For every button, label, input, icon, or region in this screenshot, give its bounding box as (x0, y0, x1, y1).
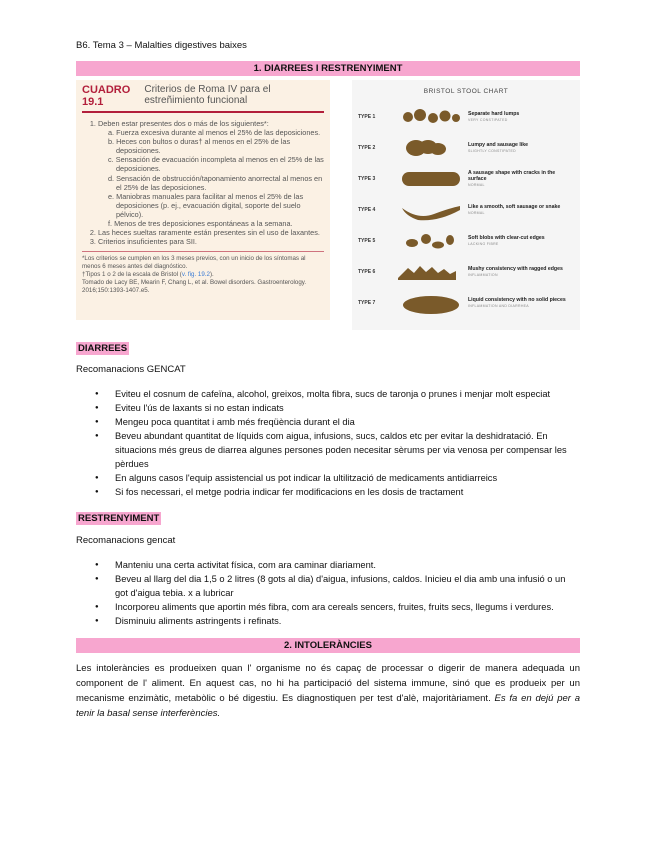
bristol-category: VERY CONSTIPATED (468, 117, 508, 122)
bristol-description: Lumpy and sausage like SLIGHTLY CONSTIPATED (468, 142, 574, 154)
restrenyiment-label: RESTRENYIMENT (78, 513, 160, 524)
restrenyiment-list (76, 558, 580, 628)
bristol-row (358, 194, 574, 225)
page-header: B6. Tema 3 – Malalties digestives baixes (76, 40, 247, 51)
diarrees-subhead: Recomanacions GENCAT (76, 364, 186, 375)
bristol-category: INFLAMMATION (468, 272, 498, 277)
stool-shape-icon (398, 134, 468, 162)
diarrees-label: DIARREES (78, 343, 128, 354)
stool-shape-icon (398, 103, 468, 131)
cuadro-subitem: d. Sensación de obstrucción/taponamiento anorrectal al menos en el 25% de las deposiciones. (108, 173, 323, 192)
bristol-description: Mushy consistency with ragged edges INFLAMMATION (468, 266, 574, 278)
cuadro-item: 2. Las heces sueltas raramente están presentes sin el uso de laxantes. (98, 228, 324, 237)
cuadro-roma-iv-image (76, 80, 330, 320)
diarrees-list (76, 387, 580, 499)
bristol-type-label: TYPE 3 (358, 175, 376, 182)
stool-shape-icon (398, 289, 468, 317)
cuadro-note: *Los criterios se cumplen en los 3 meses previos, con un inicio de los síntomas al menos 6 meses antes del diagnóstico. (82, 255, 306, 271)
bristol-row (358, 225, 574, 256)
bristol-category: LACKING FIBRE (468, 241, 499, 246)
list-item: ● Disminuiu aliments astringents i refinats. (76, 614, 580, 628)
list-item: ● Si fos necessari, el metge podria indicar fer modificacions en les dosis de tractament (76, 485, 580, 499)
bristol-row (358, 287, 574, 318)
bristol-type-label: TYPE 4 (358, 206, 376, 213)
intolerancies-italic-note: Es fa en dejú per a tenir la basal sense interferències. (76, 693, 580, 719)
list-item: ● Beveu abundant quantitat de líquids com aigua, infusions, sucs, caldos etc per evitar la deshidratació. En situacions més greus de diarrea algunes persones poden necesitar sèrums per via venosa per compensar les pèrdues (76, 429, 580, 471)
list-item: ● Manteniu una certa activitat física, com ara caminar diariament. (76, 558, 580, 572)
list-item: ● Eviteu el cosnum de cafeïna, alcohol, greixos, molta fibra, sucs de taronja o prunes i menjar molt especiat (76, 387, 580, 401)
bristol-category: NORMAL (468, 182, 485, 187)
bristol-description: Separate hard lumps VERY CONSTIPATED (468, 111, 574, 123)
bristol-type-label: TYPE 2 (358, 144, 376, 151)
cuadro-subitem: e. Maniobras manuales para facilitar al menos el 25% de las deposiciones (p. ej., evacuación digital, soporte del suelo pélvico). (108, 191, 304, 219)
bristol-row (358, 256, 574, 287)
bristol-description: Like a smooth, soft sausage or snake NORMAL (468, 204, 574, 216)
stool-shape-icon (398, 227, 468, 255)
cuadro-note: †Tipos 1 o 2 de la escala de Bristol (v. fig. 19.2). (82, 270, 214, 278)
bristol-row (358, 132, 574, 163)
bristol-description: A sausage shape with cracks in the surface NORMAL (468, 170, 574, 188)
bristol-stool-chart-image (352, 80, 580, 330)
cuadro-number: CUADRO 19.1 (82, 84, 131, 108)
stool-shape-icon (398, 165, 468, 193)
cuadro-note: Tomado de Lacy BE, Mearin F, Chang L, et al. Bowel disorders. Gastroenterology. 2016;150:1393-1407.e5. (82, 278, 307, 294)
cuadro-notes (82, 255, 324, 294)
list-item: ● En alguns casos l'equip assistencial us pot indicar la ultilització de medicaments antidiarreics (76, 471, 580, 485)
cuadro-sublist (98, 128, 324, 228)
cuadro-item: 1. Deben estar presentes dos o más de los siguientes*: a. Fuerza excesiva durante al menos el 25% de las deposiciones. b. Heces con bultos o duras† al menos en el 25% de las deposiciones. c. Sensación de evacuación incompleta al menos en el 25% de las deposiciones. d. Sensación de obstrucción/taponamiento anorrectal al menos en el 25% de las deposiciones. e. Maniobras manuales para facilitar al menos el 25% de las deposiciones (p. ej., evacuación digital, soporte del suelo pélvico). f. Menos de tres deposiciones espontáneas a la semana. (98, 119, 324, 228)
stool-shape-icon (398, 196, 468, 224)
cuadro-criteria-list (82, 119, 324, 246)
bristol-type-label: TYPE 7 (358, 299, 376, 306)
bristol-type-label: TYPE 5 (358, 237, 376, 244)
bristol-description: Liquid consistency with no solid pieces INFLAMMATION AND DIARRHEA (468, 297, 574, 309)
list-item: ● Mengeu poca quantitat i amb més freqüència durant el dia (76, 415, 580, 429)
cuadro-subitem: f. Menos de tres deposiciones espontáneas a la semana. (108, 219, 293, 229)
list-item: ● Eviteu l'ús de laxants si no estan indicats (76, 401, 580, 415)
section-band-diarrees-restrenyiment: 1. DIARREES I RESTRENYIMENT (76, 61, 580, 76)
list-item: ● Beveu al llarg del dia 1,5 o 2 litres (8 gots al dia) d'aigua, infusions, caldos. Inicieu el dia amb una infusió o un got d'aigua tebia. x a lubricar (76, 572, 580, 600)
cuadro-subitem: a. Fuerza excesiva durante al menos el 25% de las deposiciones. (108, 128, 321, 138)
cuadro-subitem: c. Sensación de evacuación incompleta al menos en el 25% de las deposiciones. (108, 155, 324, 174)
bristol-category: SLIGHTLY CONSTIPATED (468, 148, 516, 153)
bristol-category: NORMAL (468, 210, 485, 215)
restrenyiment-subhead: Recomanacions gencat (76, 535, 176, 546)
cuadro-item: 3. Criterios insuficientes para SII. (98, 237, 324, 246)
bristol-description: Soft blobs with clear-cut edges LACKING FIBRE (468, 235, 574, 247)
stool-shape-icon (398, 258, 468, 286)
bristol-type-label: TYPE 6 (358, 268, 376, 275)
bristol-type-label: TYPE 1 (358, 113, 376, 120)
bristol-title: BRISTOL STOOL CHART (423, 88, 509, 95)
cuadro-separator (82, 251, 324, 252)
bristol-category: INFLAMMATION AND DIARRHEA (468, 303, 529, 308)
cuadro-subitem: b. Heces con bultos o duras† al menos en el 25% de las deposiciones. (108, 137, 291, 156)
figure-link[interactable]: v. fig. 19.2 (181, 270, 210, 278)
section-band-intolerancies: 2. INTOLERÀNCIES (76, 638, 580, 653)
bristol-row (358, 101, 574, 132)
cuadro-name: Criterios de Roma IV para el estreñimiento funcional (144, 84, 271, 106)
cuadro-rule (82, 111, 324, 113)
intolerancies-paragraph: Les intoleràncies es produeixen quan l' organisme no és capaç de processar o digerir de manera adequada un component de l' aliment. En aquest cas, no hi ha participació del sistema immune, sinó que es produeix per un mecanisme enzimàtic, metabòlic o bé digestiu. Es diagnostiquen per test d'alè, majoritàriament. Es fa en dejú per a tenir la basal sense interferències. (76, 663, 580, 719)
bristol-row (358, 163, 574, 194)
list-item: ● Incorporeu aliments que aportin més fibra, com ara cereals sencers, fruites, fruits secs, llegums i verdures. (76, 600, 580, 614)
cuadro-title (82, 84, 324, 108)
